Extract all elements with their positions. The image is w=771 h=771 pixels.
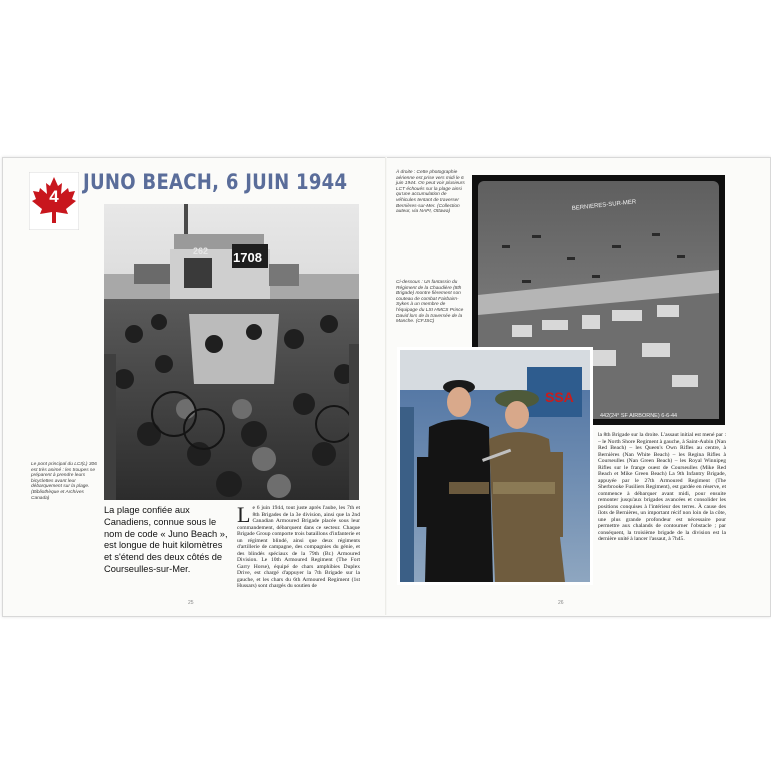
- intro-paragraph: La plage confiée aux Canadiens, connue sous le nom de code « Juno Beach », est longue de huit kilomètres et s'étend des deux côtés de Courseulles-sur-Mer.: [104, 505, 228, 574]
- hull-number: 262: [193, 246, 209, 256]
- page-title: JUNO BEACH, 6 JUIN 1944: [83, 170, 348, 194]
- craft-number: 1708: [233, 250, 262, 265]
- soldiers-photo: [397, 347, 593, 585]
- page-number-right: 26: [558, 600, 564, 606]
- photo-reference: 442(24° SF AIRBORNE) 6-6-44: [600, 413, 678, 419]
- body-column-left: [237, 505, 360, 591]
- landing-craft-caption: Le pont principal du LCI(L) 306 est très animé : les troupes se préparent à prendre leurs bicyclettes avant leur débarquement sur la plage. (Bibliothèque et Archives Canada): [31, 462, 97, 501]
- aerial-caption: À droite : Cette photographie aérienne est prise vers midi le 6 juin 1944. On peut voir plusieurs LCT échoués sur la plage ainsi qu'une accumulation de véhicules tentant de traverser Bernières-sur-Mer. (Collection auteur, via NAPI, Ottawa): [396, 170, 465, 215]
- map-town-label: BERNIERES-SUR-MER: [571, 199, 637, 212]
- sign-letters: SSA: [545, 389, 574, 405]
- chapter-number: 4: [49, 187, 59, 206]
- page-number-left: 25: [188, 600, 194, 606]
- body-left-text: e 6 juin 1944, tout juste après l'aube, les 7th et 8th Brigades de la 3e division, ainsi que la 2nd Canadian Armoured Brigade placée sous leur commandement, débarquent dans ce secteur. Chaque Brigade Group comporte trois bataillons d'infanterie et un régiment blindé, ainsi que deux régiments d'artillerie de campagne, des compagnies du génie, et des blindés spéciaux de la 79th (Br.) Armoured Division. Le 10th Armoured Regiment (The Fort Garry Horse), équipé de chars amphibies Duplex Drive, est chargé d'appuyer la 7th Brigade sur la gauche, et les chars du 6th Armoured Regiment (1st Hussars) sont chargés du soutien de: [237, 505, 360, 589]
- book-gutter: [385, 157, 387, 615]
- body-column-right: la 8th Brigade sur la droite. L'assaut initial est mené par : – le North Shore Regiment à gauche, à Saint-Aubin (Nan Red Beach) – les Queen's Own Rifles au centre, à Bernières (Nan White Beach) – les Regina Rifles à Courseulles (Nan Green Beach) – les Royal Winnipeg Rifles sur le frange ouest de Courseulles (Mike Red Beach et Mike Green Beach) La 9th Infantry Brigade, appuyée par le 27th Armoured Regiment (The Sherbrooke Fusiliers Regiment), est gardée en réserve, et commence à débarquer avant midi, pour ensuite remonter jusqu'aux brigades avancées et consolider les positions conquises à l'intérieur des terres. À cause des îlots de Bernières, un important récif non loin de la côte, une plus grande profondeur est nécessaire pour permettre aux chalands de contourner l'obstacle ; par conséquent, la troisième brigade de la division est la dernière unité à lancer l'assaut, à 7h45.: [598, 432, 726, 542]
- chapter-badge: [29, 172, 79, 230]
- landing-craft-photo: [104, 204, 359, 500]
- soldiers-caption: Ci-dessous : Un fantassin du Régiment de la Chaudière (8th Brigade) montre fièrement son couteau de combat Fairbairn-Sykes à un membre de l'équipage du LSI HMCS Prince David lors de la traversée de la Manche. (CFJSC): [396, 280, 464, 325]
- dropcap: L: [237, 505, 251, 527]
